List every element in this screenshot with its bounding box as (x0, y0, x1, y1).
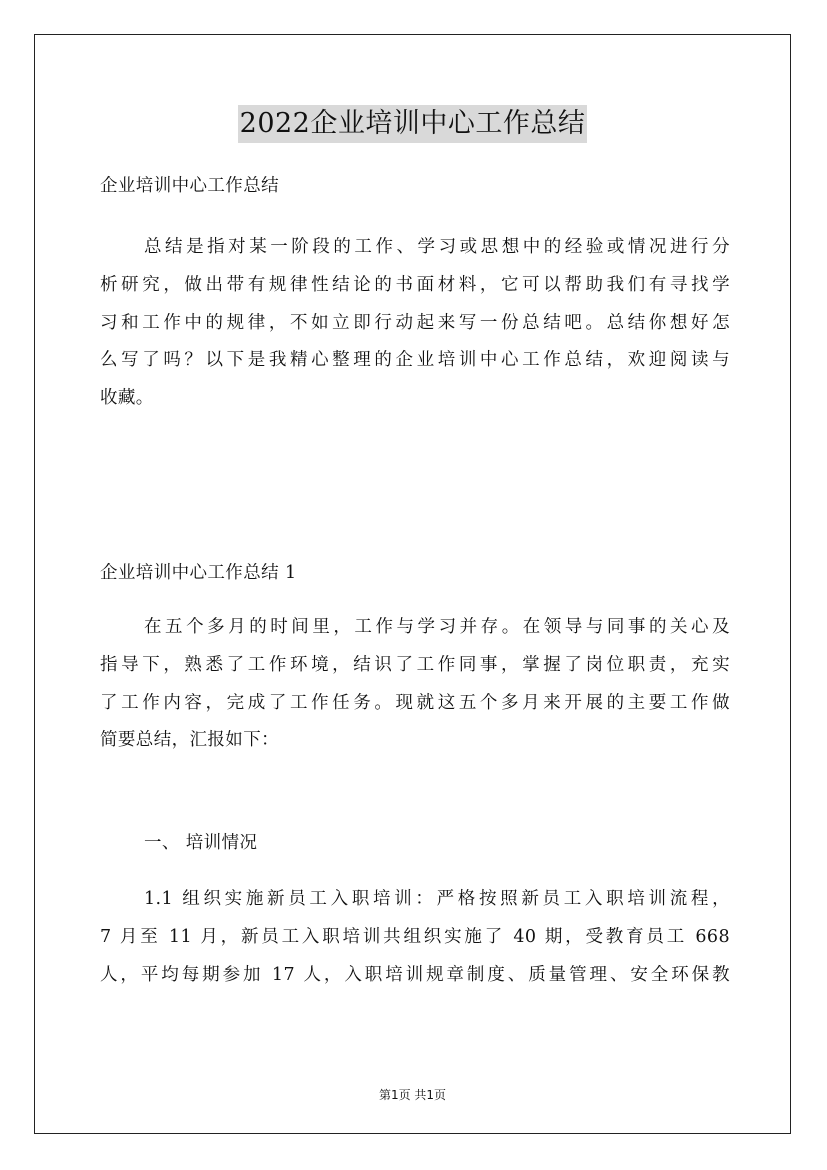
document-title: 2022企业培训中心工作总结 (238, 105, 588, 143)
item-paragraph (100, 881, 730, 994)
title-wrap (35, 105, 790, 143)
paragraph-line: 在五个多月的时间里，工作与学习并存。在领导与同事的关心及 (144, 617, 730, 637)
subheading-training: 一、 培训情况 (144, 833, 258, 853)
paragraph-line: 析研究，做出带有规律性结论的书面材料，它可以帮助我们有寻找学 (100, 274, 730, 295)
paragraph-line: 简要总结，汇报如下： (100, 730, 279, 751)
paragraph-line: 么写了吗？以下是我精心整理的企业培训中心工作总结，欢迎阅读与 (100, 350, 730, 371)
intro-paragraph (100, 229, 730, 418)
paragraph-line: 人，平均每期参加 17 人，入职培训规章制度、质量管理、安全环保教 (100, 964, 730, 985)
paragraph-line: 7 月至 11 月，新员工入职培训共组织实施了 40 期，受教育员工 668 (100, 926, 730, 947)
paragraph-line: 习和工作中的规律，不如立即行动起来写一份总结吧。总结你想好怎 (100, 312, 730, 333)
page-footer: 第1页 共1页 (378, 1088, 447, 1102)
paragraph-line: 收藏。 (100, 388, 154, 409)
paragraph-line: 指导下，熟悉了工作环境，结识了工作同事，掌握了岗位职责，充实 (100, 654, 730, 675)
paragraph-line: 了工作内容，完成了工作任务。现就这五个多月来开展的主要工作做 (100, 692, 730, 713)
document-page (34, 34, 791, 1134)
heading-section-1: 企业培训中心工作总结 1 (100, 563, 297, 583)
section-paragraph (100, 609, 730, 760)
paragraph-line: 1.1 组织实施新员工入职培训：严格按照新员工入职培训流程， (144, 889, 730, 909)
paragraph-line: 总结是指对某一阶段的工作、学习或思想中的经验或情况进行分 (144, 237, 730, 257)
heading-main: 企业培训中心工作总结 (100, 176, 279, 196)
